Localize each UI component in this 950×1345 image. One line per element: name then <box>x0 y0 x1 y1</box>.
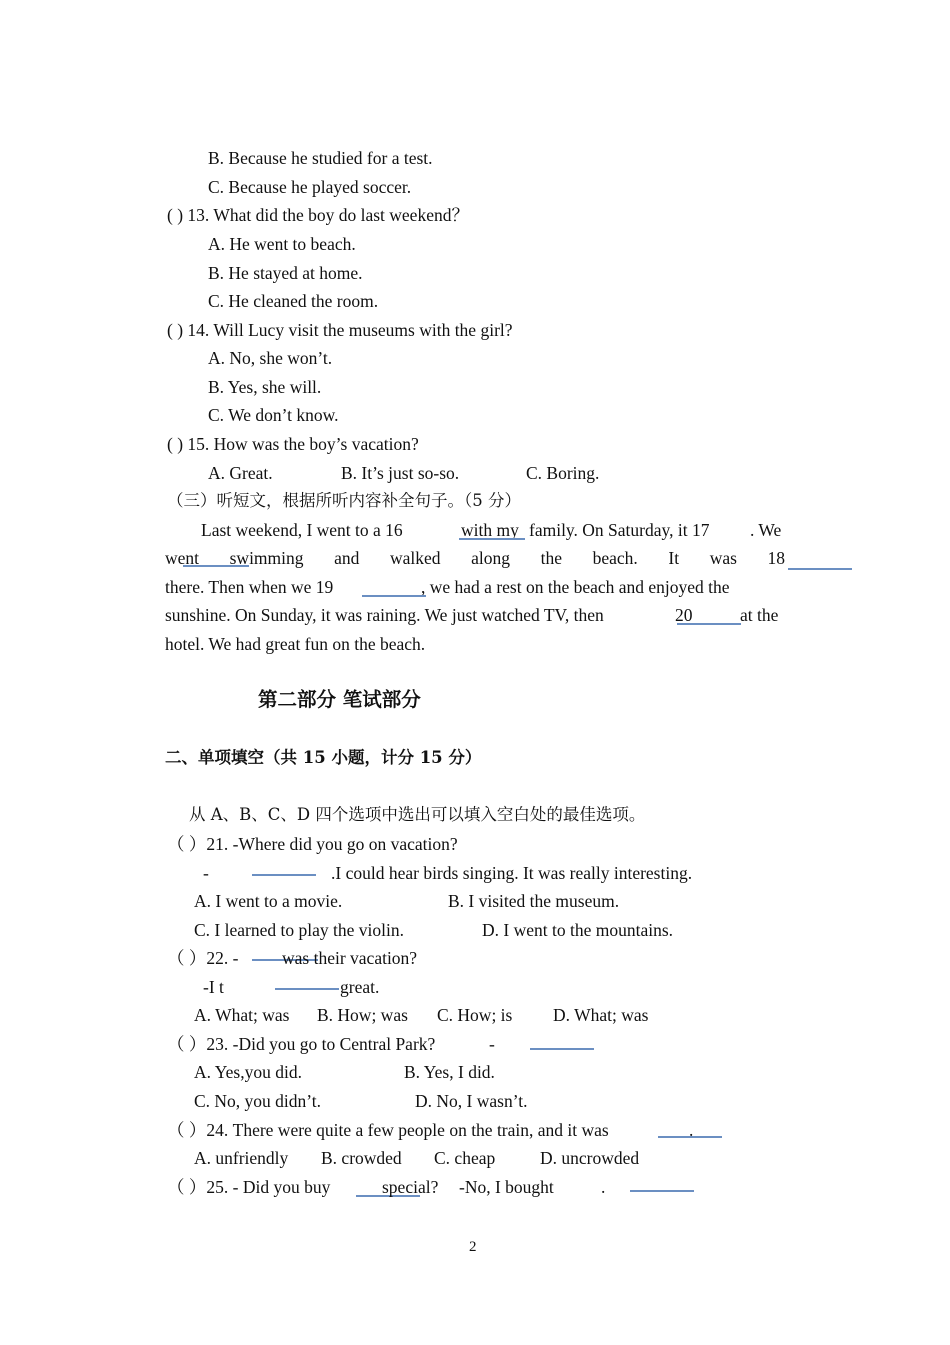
q13-option-a: A. He went to beach. <box>208 234 356 254</box>
passage-text: at the <box>740 605 779 625</box>
page-number: 2 <box>469 1239 477 1255</box>
q14-option-b: B. Yes, she will. <box>208 377 322 397</box>
q12-option-c: C. Because he played soccer. <box>208 177 412 197</box>
q24-option-c: C. cheap <box>434 1148 496 1168</box>
blank-18[interactable] <box>788 568 852 570</box>
blank-23[interactable] <box>530 1048 594 1050</box>
q23-option-b: B. Yes, I did. <box>404 1062 495 1082</box>
passage-text: 20 <box>675 605 693 625</box>
blank-20[interactable] <box>677 623 741 625</box>
q21-dash: - <box>203 863 209 883</box>
blank-19[interactable] <box>362 595 426 597</box>
q13-option-b: B. He stayed at home. <box>208 263 363 283</box>
blank-21[interactable] <box>252 874 316 876</box>
passage-text: there. Then when we 19 <box>165 577 334 597</box>
q22-response-end: great. <box>340 977 380 997</box>
section-heading: 二、单项填空（共 15 小题，计分 15 分） <box>165 748 482 767</box>
instruction: 从 A、B、C、D 四个选项中选出可以填入空白处的最佳选项。 <box>189 805 646 824</box>
q24-option-a: A. unfriendly <box>194 1148 289 1168</box>
q25-stem-mid: special? <box>382 1177 439 1197</box>
blank-16[interactable] <box>459 538 525 540</box>
q22-option-c: C. How; is <box>437 1005 513 1025</box>
passage-word: swimming <box>229 548 304 568</box>
q22-stem-end: was their vacation? <box>282 948 418 968</box>
q22-option-d: D. What; was <box>553 1005 649 1025</box>
q13-option-c: C. He cleaned the room. <box>208 291 379 311</box>
passage-word: beach. <box>592 548 638 568</box>
passage-word: walked <box>390 548 441 568</box>
q25-dot: . <box>601 1177 606 1197</box>
q22-stem: （ ）22. - <box>167 948 239 968</box>
q14-stem: ( ) 14. Will Lucy visit the museums with the girl? <box>167 320 513 340</box>
q21-option-a: A. I went to a movie. <box>194 891 343 911</box>
passage-text: family. On Saturday, it 17 <box>529 520 710 540</box>
passage-text: with my <box>461 520 519 540</box>
passage-line-2 <box>165 547 785 569</box>
passage-word: along <box>471 548 511 568</box>
blank-22b[interactable] <box>275 988 339 990</box>
q21-response: .I could hear birds singing. It was really interesting. <box>331 863 693 883</box>
q14-option-a: A. No, she won’t. <box>208 348 333 368</box>
passage-text: sunshine. On Sunday, it was raining. We just watched TV, then <box>165 605 604 625</box>
q22-response: -I t <box>203 977 224 997</box>
q25-stem-end: -No, I bought <box>459 1177 554 1197</box>
q23-option-a: A. Yes,you did. <box>194 1062 302 1082</box>
q15-stem: ( ) 15. How was the boy’s vacation? <box>167 434 419 454</box>
part2-title: 第二部分 笔试部分 <box>258 688 421 711</box>
blank-17[interactable] <box>183 565 249 567</box>
q24-option-b: B. crowded <box>321 1148 402 1168</box>
passage-word: It <box>668 548 680 568</box>
passage-text: . We <box>750 520 782 540</box>
q23-option-d: D. No, I wasn’t. <box>415 1091 528 1111</box>
passage-word: 18 <box>767 548 785 568</box>
q22-option-a: A. What; was <box>194 1005 290 1025</box>
section3-heading: （三）听短文，根据所听内容补全句子。（5 分） <box>167 491 521 510</box>
passage-text: hotel. We had great fun on the beach. <box>165 634 426 654</box>
passage-text: Last weekend, I went to a 16 <box>201 520 403 540</box>
q25-stem: （ ）25. - Did you buy <box>167 1177 331 1197</box>
blank-25b[interactable] <box>630 1190 694 1192</box>
q24-option-d: D. uncrowded <box>540 1148 640 1168</box>
q24-dot: . <box>689 1120 694 1140</box>
q15-option-c: C. Boring. <box>526 463 600 483</box>
q15-option-a: A. Great. <box>208 463 273 483</box>
q23-stem: （ ）23. -Did you go to Central Park? <box>167 1034 436 1054</box>
q15-option-b: B. It’s just so-so. <box>341 463 460 483</box>
q24-stem: （ ）24. There were quite a few people on the train, and it was <box>167 1120 609 1140</box>
q14-option-c: C. We don’t know. <box>208 405 339 425</box>
q21-option-b: B. I visited the museum. <box>448 891 620 911</box>
passage-text: , we had a rest on the beach and enjoyed the <box>421 577 730 597</box>
passage-word: went <box>165 548 200 568</box>
q21-stem: （ ）21. -Where did you go on vacation? <box>167 834 458 854</box>
passage-word: the <box>540 548 563 568</box>
passage-word: was <box>709 548 737 568</box>
q23-dash: - <box>489 1034 495 1054</box>
q21-option-d: D. I went to the mountains. <box>482 920 674 940</box>
q12-option-b: B. Because he studied for a test. <box>208 148 433 168</box>
q21-option-c: C. I learned to play the violin. <box>194 920 404 940</box>
q13-stem: ( ) 13. What did the boy do last weekend？ <box>167 205 469 225</box>
q23-option-c: C. No, you didn’t. <box>194 1091 322 1111</box>
passage-word: and <box>334 548 360 568</box>
q22-option-b: B. How; was <box>317 1005 408 1025</box>
